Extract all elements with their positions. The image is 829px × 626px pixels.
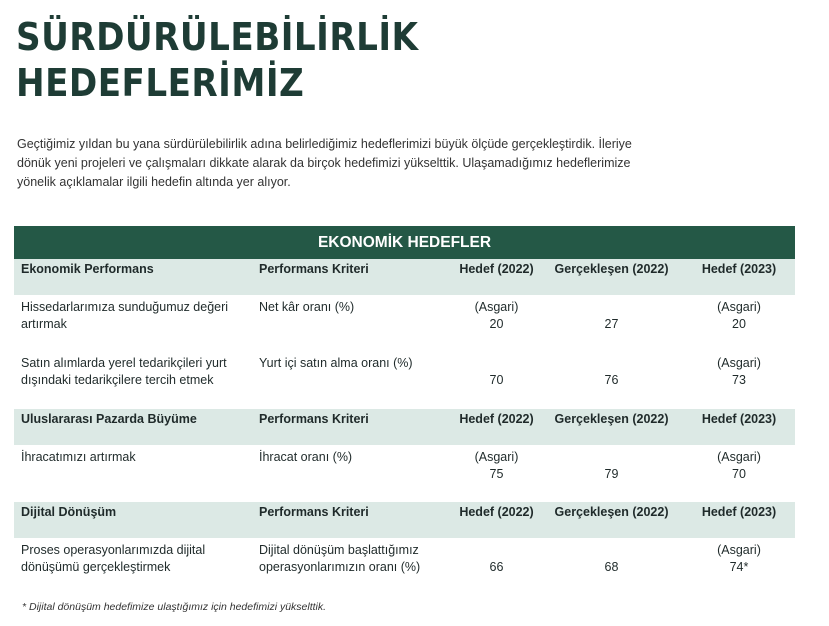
- criterion-cell: İhracat oranı (%): [259, 450, 353, 464]
- target-2022-value: 75: [489, 467, 504, 481]
- actual-2022-value: 68: [604, 560, 619, 574]
- criterion-cell: Net kâr oranı (%): [259, 300, 355, 314]
- header-category: Dijital Dönüşüm: [21, 505, 117, 519]
- target-2023-value: 73: [732, 373, 746, 387]
- section-header-digital-transformation: [14, 502, 795, 538]
- target-2023-value: 70: [732, 467, 746, 481]
- page-title-line-1: SÜRDÜRÜLEBİLİRLİK: [16, 15, 419, 59]
- header-actual-2022: Gerçekleşen (2022): [554, 262, 669, 276]
- actual-2022-value: 79: [604, 467, 619, 481]
- header-category: Uluslararası Pazarda Büyüme: [21, 412, 197, 426]
- section-header-economic-performance: [14, 259, 795, 295]
- header-target-2023: Hedef (2023): [701, 505, 777, 519]
- header-criterion: Performans Kriteri: [259, 412, 369, 426]
- section-header-international-growth: [14, 409, 795, 445]
- footnote: * Dijital dönüşüm hedefimize ulaştığımız için hedefimizi yükselttik.: [22, 601, 327, 613]
- target-2023-note: (Asgari): [717, 543, 761, 557]
- page-title-line-2: HEDEFLERİMİZ: [16, 61, 305, 105]
- header-actual-2022: Gerçekleşen (2022): [554, 412, 669, 426]
- intro-paragraph: Geçtiğimiz yıldan bu yana sürdürülebilirlik adına belirlediğimiz hedeflerimizi büyük ölçüde gerçekleştirdik. İleriye dönük yeni projeleri ve çalışmaları dikkate alarak da birçok hedefimizi yükselttik. Ulaşamadığımız hedeflerimize yönelik açıklamalar ilgili hedefin altında yer alıyor.: [17, 137, 632, 189]
- economic-goals-table: [14, 226, 795, 588]
- header-actual-2022: Gerçekleşen (2022): [554, 505, 669, 519]
- header-target-2022: Hedef (2022): [459, 505, 534, 519]
- header-target-2022: Hedef (2022): [459, 262, 534, 276]
- actual-2022-value: 76: [604, 373, 619, 387]
- target-2023-value: 20: [732, 317, 746, 331]
- goal-cell: Hissedarlarımıza sunduğumuz değeri artırmak: [21, 300, 229, 331]
- table-row: [14, 295, 795, 351]
- target-2023-note: (Asgari): [717, 356, 761, 370]
- criterion-cell: Dijital dönüşüm başlattığımız operasyonlarımızın oranı (%): [259, 543, 421, 574]
- header-criterion: Performans Kriteri: [259, 505, 369, 519]
- actual-2022-value: 27: [604, 317, 619, 331]
- goal-cell: Satın alımlarda yerel tedarikçileri yurt dışındaki tedarikçilere tercih etmek: [21, 356, 227, 387]
- header-criterion: Performans Kriteri: [259, 262, 369, 276]
- header-target-2022: Hedef (2022): [459, 412, 534, 426]
- table-row: [14, 538, 795, 588]
- header-category: Ekonomik Performans: [21, 262, 154, 276]
- header-target-2023: Hedef (2023): [701, 412, 777, 426]
- target-2022-value: 70: [489, 373, 504, 387]
- target-2023-value: 74*: [729, 560, 749, 574]
- table-banner: EKONOMİK HEDEFLER: [14, 226, 795, 259]
- table-row: [14, 351, 795, 409]
- table-row: [14, 445, 795, 502]
- goal-cell: İhracatımızı artırmak: [21, 450, 136, 464]
- target-2023-note: (Asgari): [717, 300, 761, 314]
- target-2022-value: 20: [489, 317, 504, 331]
- goal-cell: Proses operasyonlarımızda dijital dönüşümü gerçekleştirmek: [21, 543, 206, 574]
- target-2022-note: (Asgari): [474, 300, 519, 314]
- header-target-2023: Hedef (2023): [701, 262, 777, 276]
- criterion-cell: Yurt içi satın alma oranı (%): [259, 356, 413, 370]
- target-2022-note: (Asgari): [474, 450, 519, 464]
- target-2022-value: 66: [489, 560, 504, 574]
- page-title: [16, 14, 646, 106]
- target-2023-note: (Asgari): [717, 450, 761, 464]
